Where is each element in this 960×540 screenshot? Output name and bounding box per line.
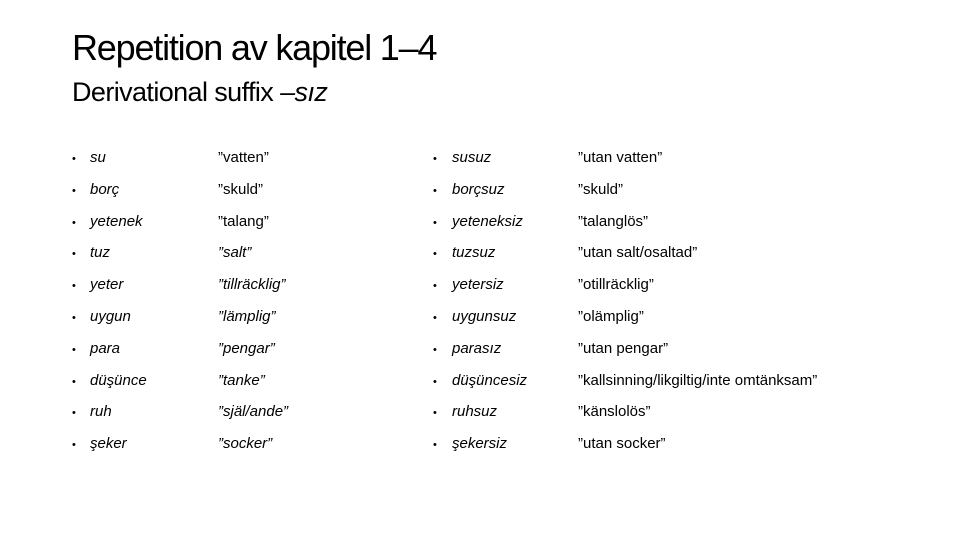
- bullet-icon: •: [72, 311, 76, 324]
- derived-gloss: ”utan vatten”: [578, 149, 663, 166]
- base-gloss: ”lämplig”: [218, 307, 276, 325]
- base-word: yetenek: [90, 212, 143, 230]
- base-gloss: ”tillräcklig”: [218, 276, 286, 294]
- derived-gloss: ”känslolös”: [578, 403, 651, 421]
- derived-word: yeteneksiz: [452, 212, 523, 230]
- base-word: para: [90, 339, 121, 357]
- derived-word: şekersiz: [452, 435, 508, 453]
- word-row: [72, 368, 932, 400]
- word-row: [72, 240, 932, 272]
- base-gloss: ”socker”: [218, 435, 273, 453]
- derived-word: borçsuz: [452, 180, 505, 198]
- word-row: [72, 272, 932, 304]
- derived-word: düşüncesiz: [452, 371, 528, 389]
- bullet-icon: •: [72, 439, 76, 452]
- base-word: uygun: [90, 307, 131, 325]
- derived-word: tuzsuz: [452, 244, 496, 262]
- derived-word: parasız: [452, 339, 502, 357]
- base-word: yeter: [90, 276, 124, 294]
- derived-gloss: ”kallsinning/likgiltig/inte omtänksam”: [578, 371, 818, 389]
- base-gloss: ”talang”: [218, 212, 269, 230]
- bullet-icon: •: [72, 407, 76, 420]
- base-gloss: ”vatten”: [218, 149, 269, 166]
- bullet-icon: •: [433, 184, 437, 197]
- derived-gloss: ”talanglös”: [578, 212, 649, 230]
- word-row: [72, 431, 932, 463]
- word-row: [72, 209, 932, 241]
- bullet-icon: •: [433, 311, 437, 324]
- base-word: borç: [90, 180, 120, 198]
- base-word: düşünce: [90, 371, 147, 389]
- derived-gloss: ”otillräcklig”: [578, 276, 654, 294]
- base-gloss: ”pengar”: [218, 339, 275, 357]
- bullet-icon: •: [433, 248, 437, 261]
- bullet-icon: •: [433, 280, 437, 293]
- word-row: [72, 399, 932, 431]
- bullet-icon: •: [72, 248, 76, 261]
- derived-gloss: ”olämplig”: [578, 307, 644, 325]
- bullet-icon: •: [433, 375, 437, 388]
- bullet-icon: •: [72, 280, 76, 293]
- bullet-icon: •: [433, 439, 437, 452]
- word-row: [72, 304, 932, 336]
- bullet-icon: •: [433, 216, 437, 229]
- word-list: [72, 145, 932, 463]
- base-word: şeker: [90, 435, 127, 453]
- base-gloss: ”själ/ande”: [218, 403, 289, 421]
- derived-gloss: ”utan pengar”: [578, 339, 669, 357]
- subtitle-prefix: Derivational suffix: [72, 77, 281, 107]
- bullet-icon: •: [72, 375, 76, 388]
- derived-word: susuz: [452, 149, 492, 166]
- derived-word: uygunsuz: [452, 307, 517, 325]
- subtitle-suffix: –sız: [280, 77, 328, 107]
- slide-title: Repetition av kapitel 1–4: [72, 27, 437, 68]
- word-row: [72, 336, 932, 368]
- bullet-icon: •: [72, 153, 76, 165]
- word-row: [72, 145, 932, 177]
- derived-gloss: ”utan socker”: [578, 435, 666, 453]
- bullet-icon: •: [72, 216, 76, 229]
- bullet-icon: •: [72, 184, 76, 197]
- base-gloss: ”tanke”: [218, 371, 265, 389]
- base-word: ruh: [90, 403, 112, 421]
- derived-word: yetersiz: [452, 276, 504, 294]
- base-word: tuz: [90, 244, 111, 262]
- bullet-icon: •: [433, 407, 437, 420]
- word-row: [72, 177, 932, 209]
- base-gloss: ”skuld”: [218, 180, 264, 198]
- bullet-icon: •: [433, 153, 437, 165]
- derived-word: ruhsuz: [452, 403, 498, 421]
- base-gloss: ”salt”: [218, 244, 252, 262]
- bullet-icon: •: [433, 343, 437, 356]
- base-word: su: [90, 149, 106, 166]
- derived-gloss: ”skuld”: [578, 180, 624, 198]
- slide-subtitle: [72, 78, 327, 108]
- derived-gloss: ”utan salt/osaltad”: [578, 244, 698, 262]
- bullet-icon: •: [72, 343, 76, 356]
